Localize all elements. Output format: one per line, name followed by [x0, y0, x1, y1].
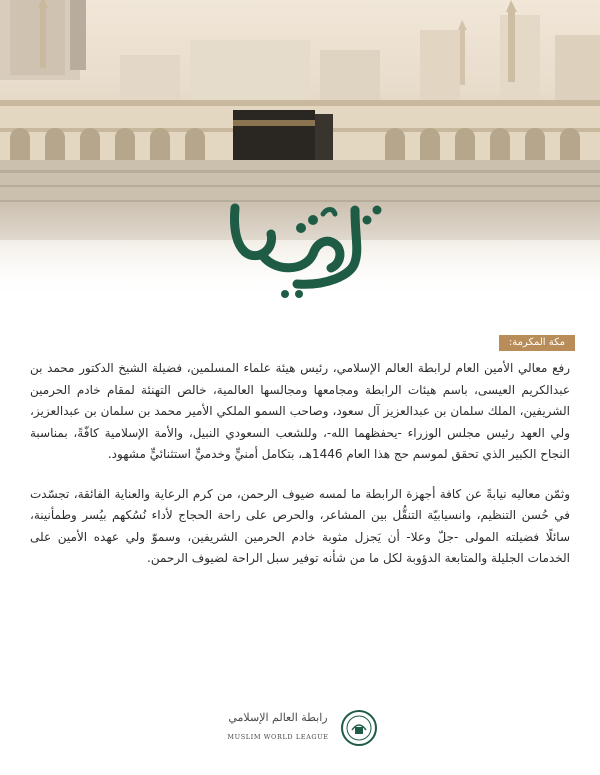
announcement-body — [30, 358, 570, 588]
paragraph-1: رفع معالي الأمين العام لرابطة العالم الإسلامي، رئيس هيئة علماء المسلمين، فضيلة الشيخ الدكتور محمد بن عبدالكريم العيسى، باسم هيئات الرابطة ومجامعها ومجالسها العالمية، خالص التهنئة لمقام خادم الحرمين الشريفين، الملك سلمان بن عبدالعزيز آل سعود، وصاحب السمو الملكي الأمير محمد بن سلمان بن عبدالعزيز، ولي العهد رئيس مجلس الوزراء -يحفظهما الله-، وللشعب السعودي النبيل، والأمة الإسلامية كافّةً، بمناسبة النجاح الكبير الذي تحقق لموسم حج هذا العام 1446هـ، بتكامل أمنيٍّ وخدميٍّ استثنائيٍّ مشهود. — [30, 361, 570, 461]
footer — [0, 703, 600, 753]
mwl-logo — [220, 709, 380, 749]
tahniah-calligraphy — [205, 190, 395, 300]
logo-arabic-text: رابطة العالم الإسلامي — [228, 711, 328, 724]
league-emblem-icon — [340, 709, 378, 747]
logo-english-text: MUSLIM WORLD LEAGUE — [227, 733, 329, 741]
calligraphy-art — [205, 190, 395, 300]
paragraph-2: وثمّن معاليه نيابةً عن كافة أجهزة الرابطة ما لمسه ضيوف الرحمن، من كرم الرعاية والعناية الفائقة، تجسّدت في حُسن التنظيم، وانسيابيّة التنقُّل بين المشاعر، والحرص على راحة الحجاج لأداء نُسُكهم بيُسر وطمأنينة، سائلًا فضيلته المولى -جلّ وعلا- أن يَجزل مثوبة خادم الحرمين الشريفين، وسموّ ولي عهده الأمين على الخدمات الجليلة والمتابعة الدؤوبة لكل ما من شأنه توفير سبل الراحة لضيوف الرحمن. — [30, 486, 570, 565]
location-tag: مكة المكرمة: — [499, 335, 575, 351]
